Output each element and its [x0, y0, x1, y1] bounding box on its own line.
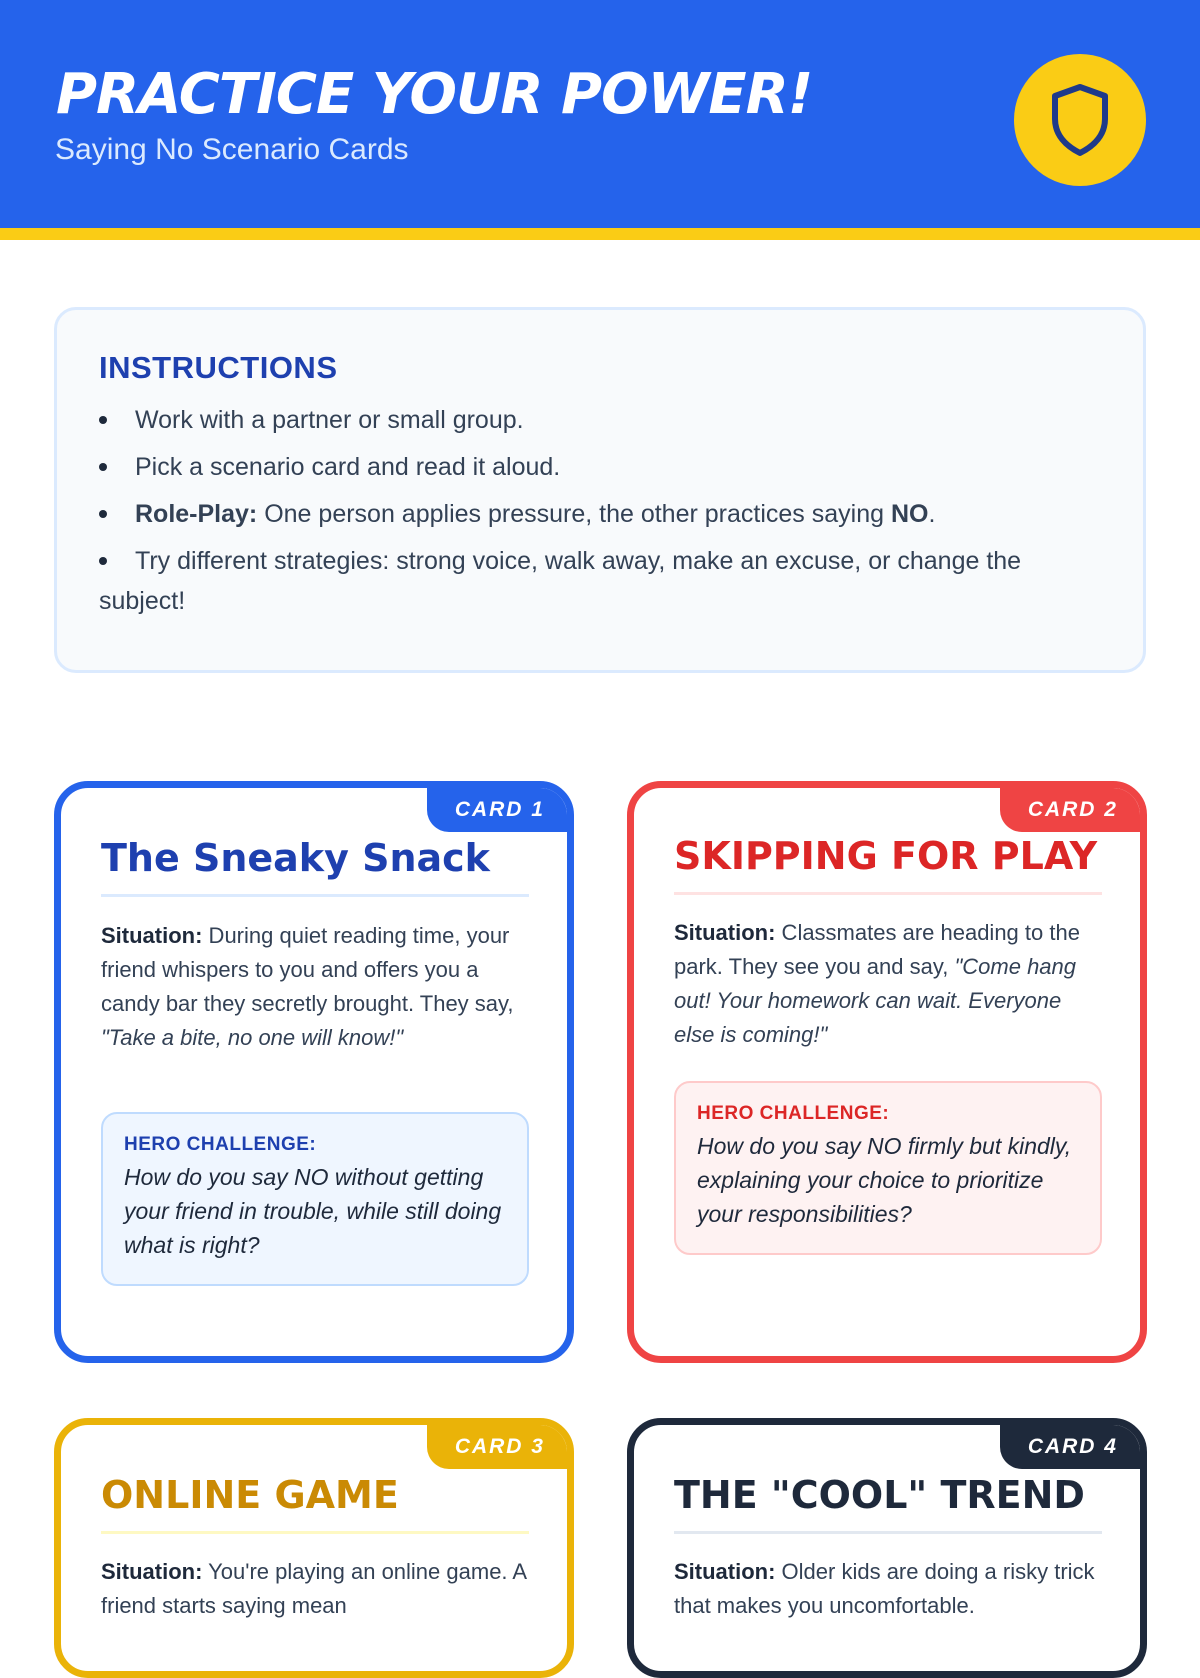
challenge-label: HERO CHALLENGE:: [124, 1134, 317, 1155]
bullet-icon: [99, 416, 107, 424]
bullet-icon: [99, 510, 107, 518]
instructions-panel: [54, 307, 1146, 673]
page-subtitle: Saying No Scenario Cards: [55, 133, 409, 166]
challenge-text: How do you say NO without getting your friend in trouble, while still doing what is right?: [124, 1164, 502, 1258]
situation-text: During quiet reading time, your friend whispers to you and offers you a candy bar they secretly brought. They say,: [101, 923, 514, 1016]
card-number-tag: CARD 3: [427, 1425, 567, 1469]
instructions-title: INSTRUCTIONS: [99, 350, 338, 385]
card-number-tag: CARD 4: [1000, 1425, 1140, 1469]
instruction-punct: .: [928, 500, 936, 528]
shield-icon: [1050, 83, 1110, 157]
situation-label: Situation:: [101, 923, 203, 948]
card-number-tag: CARD 2: [1000, 788, 1140, 832]
card-situation: [101, 1555, 529, 1623]
situation-quote: "Take a bite, no one will know!": [101, 1025, 404, 1050]
instruction-text: Try different strategies: strong voice, walk away, make an excuse, or change the: [135, 547, 1022, 575]
instruction-text: Work with a partner or small group.: [135, 406, 524, 434]
instruction-text: One person applies pressure, the other practices saying: [257, 500, 891, 528]
card-number-tag: CARD 1: [427, 788, 567, 832]
card-situation: [674, 1555, 1102, 1623]
list-item: [99, 400, 1103, 440]
card-situation: [674, 916, 1102, 1052]
hero-challenge-box: [674, 1081, 1102, 1255]
scenario-card-4: [627, 1418, 1147, 1678]
bullet-icon: [99, 557, 107, 565]
challenge-text: How do you say NO firmly but kindly, explaining your choice to prioritize your responsibilities?: [697, 1133, 1072, 1227]
challenge-label: HERO CHALLENGE:: [697, 1103, 890, 1124]
card-title: The Sneaky Snack: [101, 836, 529, 897]
card-title: SKIPPING FOR PLAY: [674, 834, 1102, 895]
card-title: THE "COOL" TREND: [674, 1473, 1102, 1534]
page-title: PRACTICE YOUR POWER!: [56, 62, 813, 127]
shield-badge: [1014, 54, 1146, 186]
situation-label: Situation:: [101, 1559, 203, 1584]
scenario-card-3: [54, 1418, 574, 1678]
header-banner: [0, 0, 1200, 240]
instruction-emphasis: NO: [890, 500, 929, 528]
card-situation: [101, 919, 529, 1055]
list-item: [99, 447, 1103, 487]
card-title: ONLINE GAME: [101, 1473, 529, 1534]
list-item: [99, 541, 1103, 621]
scenario-card-2: [627, 781, 1147, 1363]
bullet-icon: [99, 463, 107, 471]
situation-text: Older kids are doing a risky trick that makes you uncomfortable.: [674, 1559, 1095, 1618]
instructions-list: [99, 400, 1103, 621]
situation-text: Classmates are heading to the park. They see you and say,: [674, 920, 1080, 979]
list-item: [99, 494, 1103, 534]
instruction-text-continued: subject!: [99, 587, 186, 615]
situation-text: You're playing an online game. A friend starts saying mean: [101, 1559, 526, 1618]
situation-label: Situation:: [674, 1559, 776, 1584]
scenario-card-1: [54, 781, 574, 1363]
situation-label: Situation:: [674, 920, 776, 945]
situation-quote: "Come hang out! Your homework can wait. Everyone else is coming!": [674, 954, 1077, 1047]
hero-challenge-box: [101, 1112, 529, 1286]
instruction-bold-label: Role-Play:: [135, 500, 258, 528]
instruction-text: Pick a scenario card and read it aloud.: [135, 453, 561, 481]
